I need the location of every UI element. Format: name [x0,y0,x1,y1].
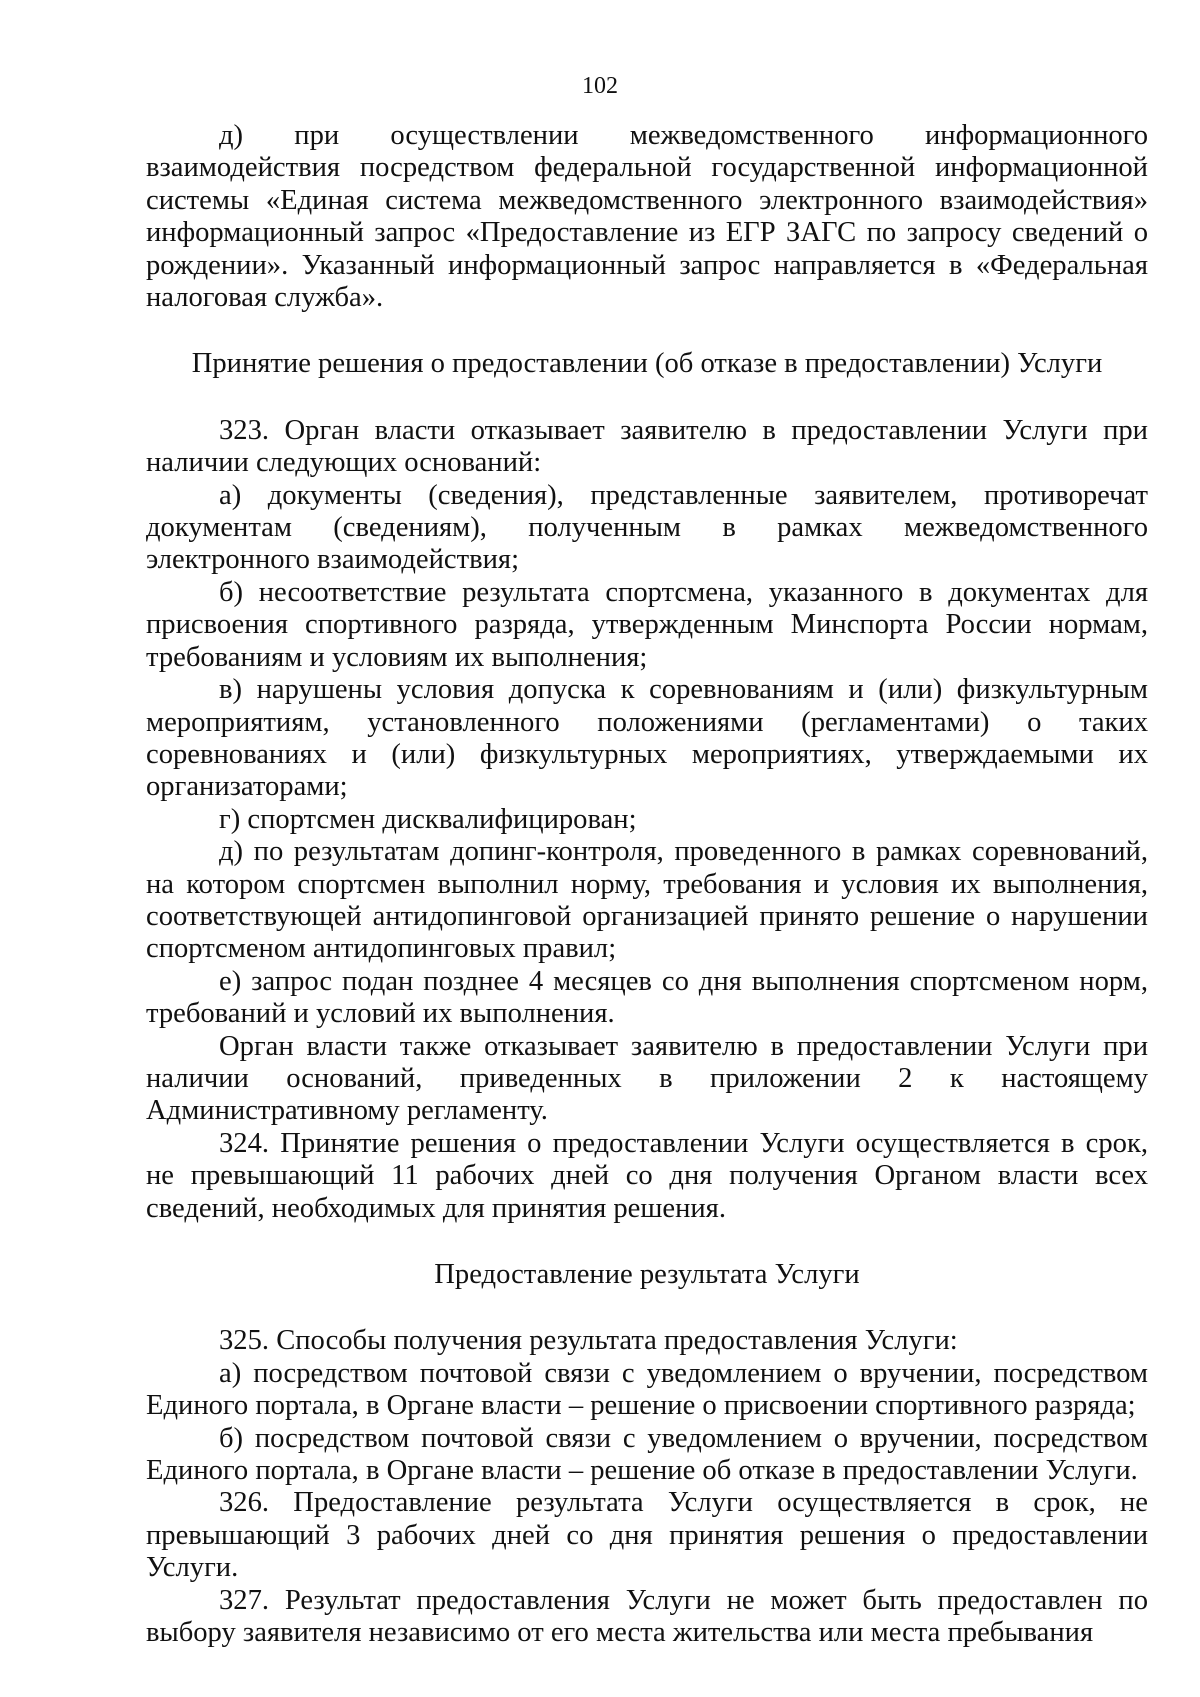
paragraph-323-b: б) несоответствие результата спортсмена, указанного в документах для присвоения спортивного разряда, утвержденным Минспорта России нормам, требованиям и условиям их выполнения; [146,576,1148,673]
paragraph-323-d: д) по результатам допинг-контроля, проведенного в рамках соревнований, на котором спортсмен выполнил норму, требования и условия их выполнения, соответствующей антидопинговой организацией принято решение о нарушении спортсменом антидопинговых правил; [146,836,1148,965]
document-body [146,120,1148,1649]
paragraph-323: 323. Орган власти отказывает заявителю в предоставлении Услуги при наличии следующих оснований: [146,414,1148,479]
paragraph-323-a: а) документы (сведения), представленные заявителем, противоречат документам (сведениям), полученным в рамках межведомственного электронного взаимодействия; [146,479,1148,576]
paragraph-325-a: а) посредством почтовой связи с уведомлением о вручении, посредством Единого портала, в Органе власти – решение о присвоении спортивного разряда; [146,1357,1148,1422]
paragraph-323-additional: Орган власти также отказывает заявителю в предоставлении Услуги при наличии оснований, приведенных в приложении 2 к настоящему Административному регламенту. [146,1030,1148,1127]
section-heading-decision: Принятие решения о предоставлении (об отказе в предоставлении) Услуги [191,348,1103,380]
paragraph-325-b: б) посредством почтовой связи с уведомлением о вручении, посредством Единого портала, в Органе власти – решение об отказе в предоставлении Услуги. [146,1422,1148,1487]
paragraph-323-v: в) нарушены условия допуска к соревнованиям и (или) физкультурным мероприятиям, установленного положениями (регламентами) о таких соревнованиях и (или) физкультурных мероприятиях, утверждаемыми их организаторами; [146,674,1148,803]
paragraph-323-g: г) спортсмен дисквалифицирован; [219,803,637,835]
paragraph-326: 326. Предоставление результата Услуги осуществляется в срок, не превышающий 3 рабочих дней со дня принятия решения о предоставлении Услуги. [146,1487,1148,1584]
section-heading-result: Предоставление результата Услуги [434,1259,860,1290]
paragraph-d-interagency-request: д) при осуществлении межведомственного информационного взаимодействия посредством федеральной государственной информационной системы «Единая система межведомственного электронного взаимодействия» информационный запрос «Предоставление из ЕГР ЗАГС по запросу сведений о рождении». Указанный информационный запрос направляется в «Федеральная налоговая служба». [146,120,1148,314]
paragraph-324: 324. Принятие решения о предоставлении Услуги осуществляется в срок, не превышающий 11 рабочих дней со дня получения Органом власти всех сведений, необходимых для принятия решения. [146,1127,1148,1224]
paragraph-325: 325. Способы получения результата предоставления Услуги: [219,1325,958,1357]
paragraph-323-e: е) запрос подан позднее 4 месяцев со дня выполнения спортсменом норм, требований и условий их выполнения. [146,965,1148,1030]
paragraph-327: 327. Результат предоставления Услуги не может быть предоставлен по выбору заявителя независимо от его места жительства или места пребывания [146,1584,1148,1649]
page-number: 102 [582,73,618,99]
